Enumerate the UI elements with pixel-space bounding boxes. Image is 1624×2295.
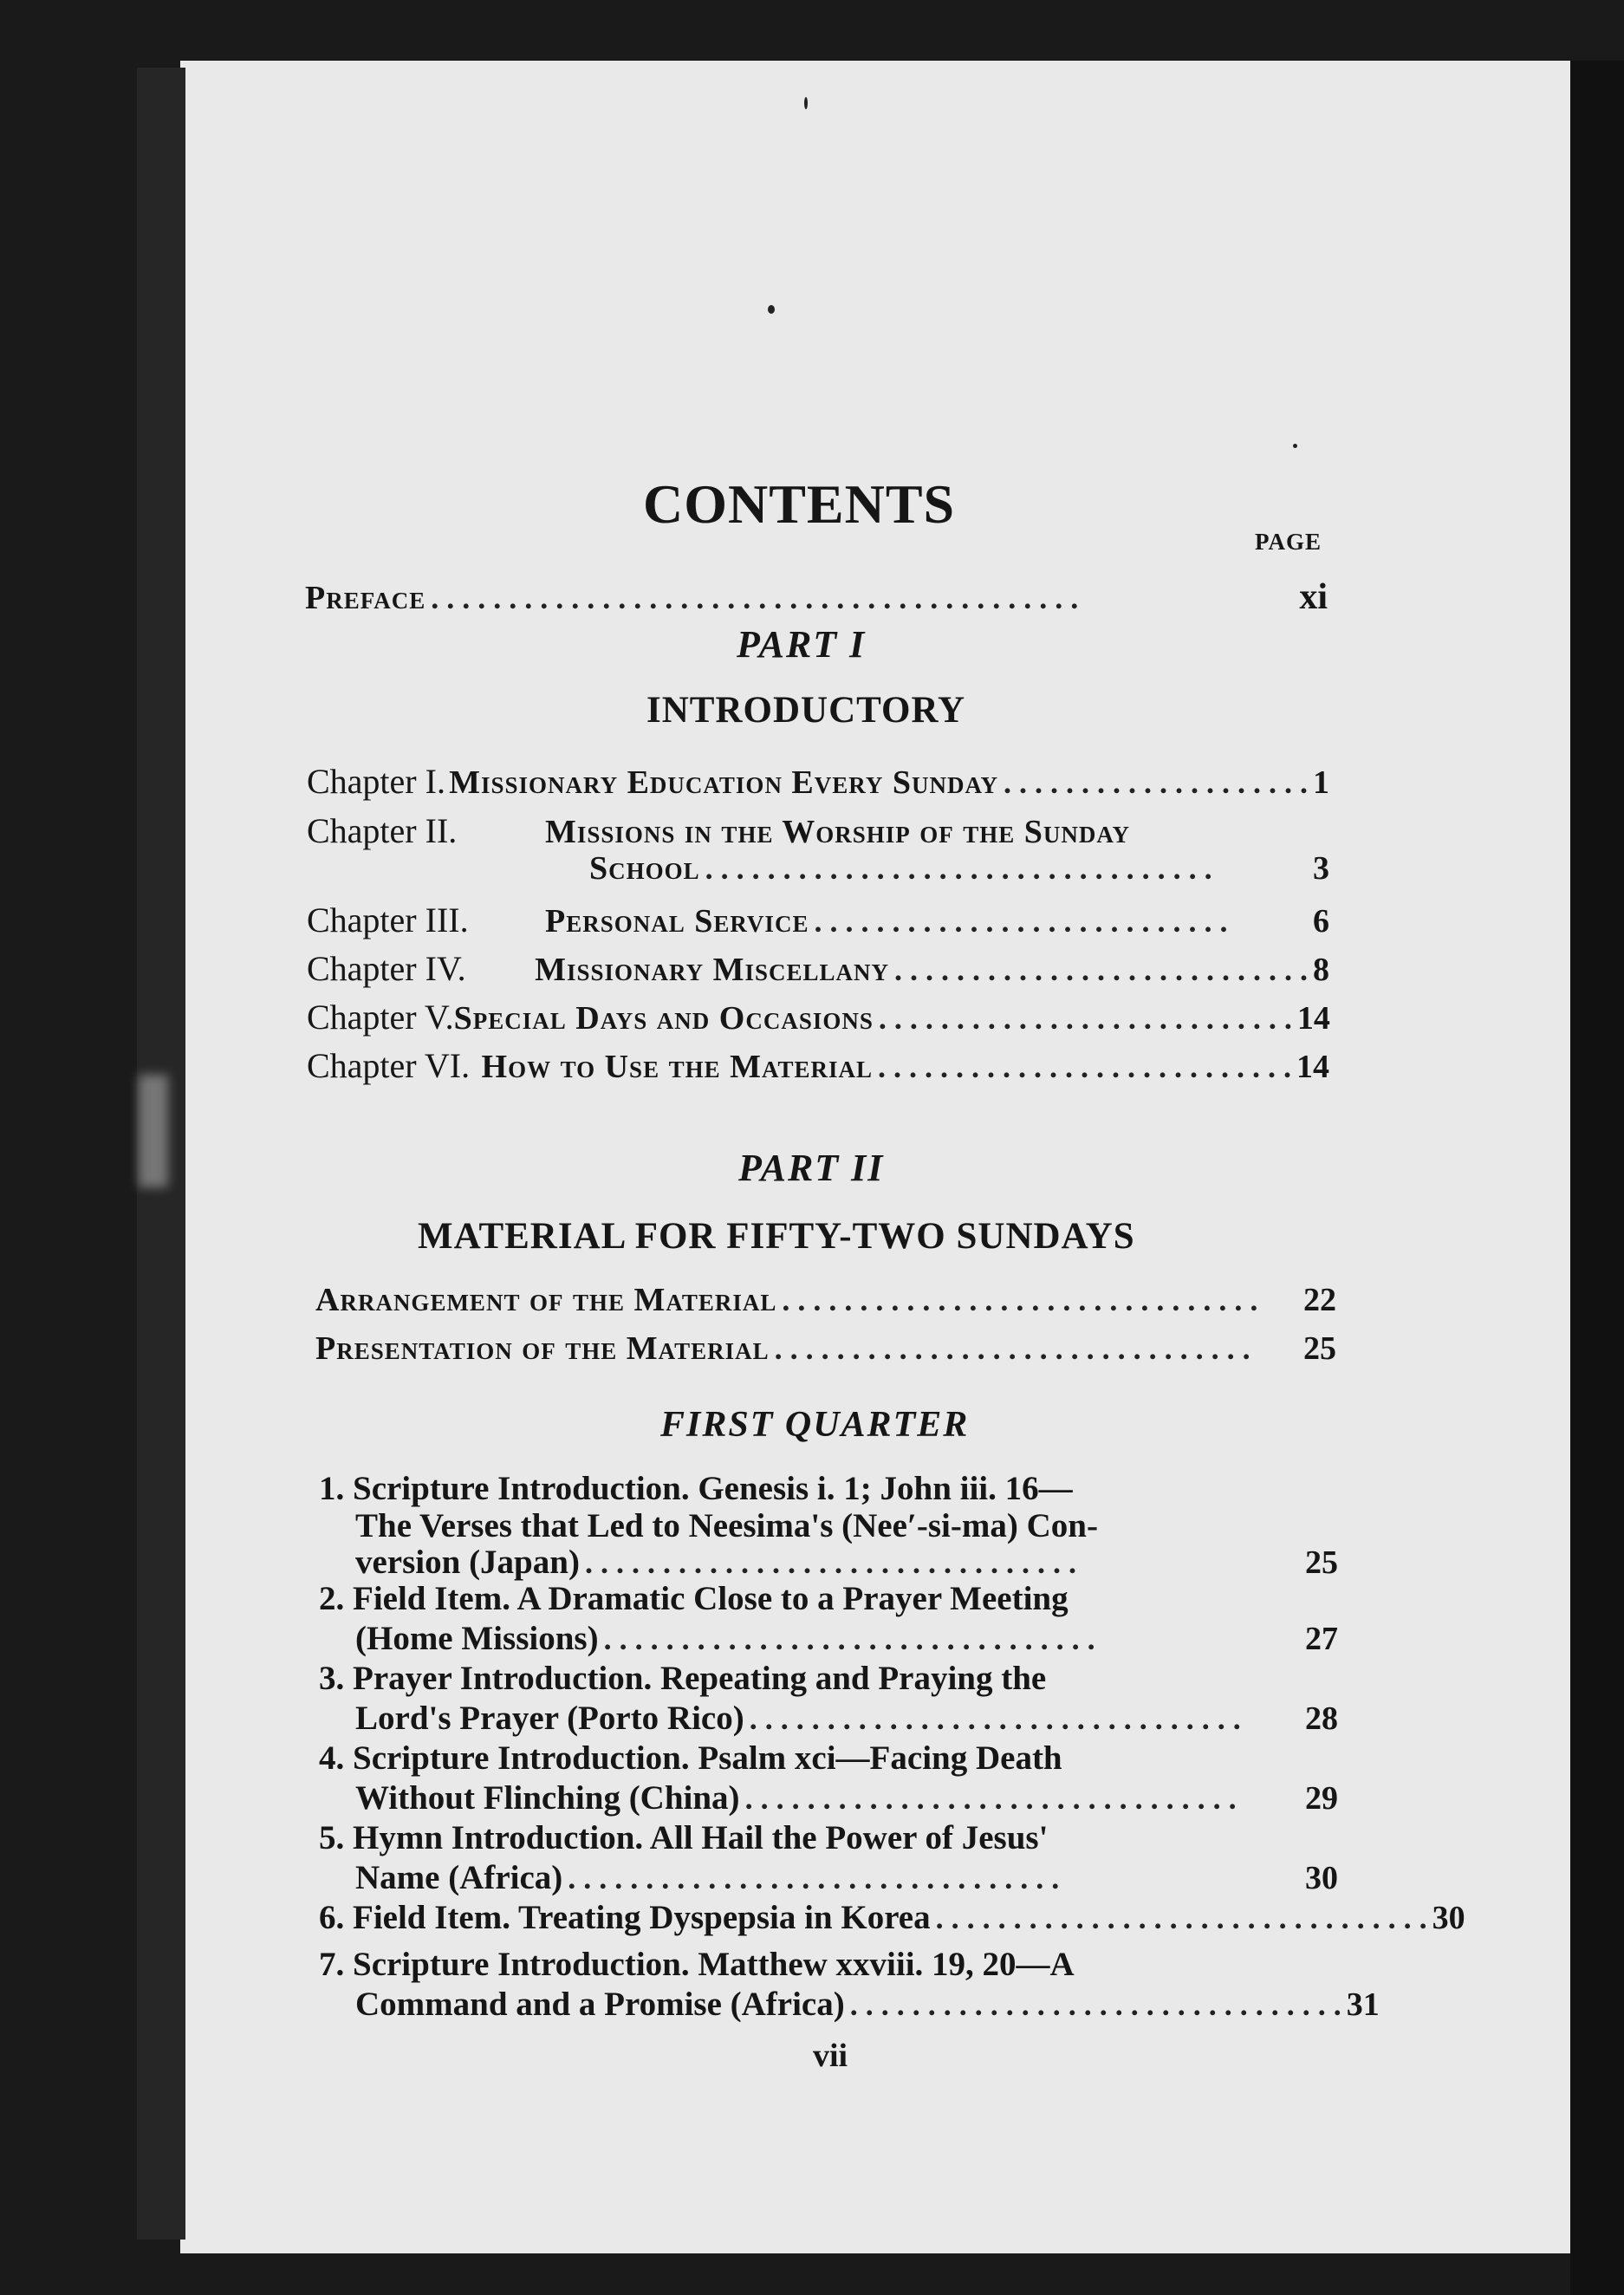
quarter-entry-line: (Home Missions) — [355, 1620, 599, 1657]
dot-leader: . . . . . . . . . . . . . . . . . . . . . . . . . . . — [814, 904, 1228, 939]
chapter-row — [307, 761, 1329, 802]
item-page: 25 — [1303, 1330, 1336, 1367]
quarter-entry-line: 6. Field Item. Treating Dyspepsia in Korea — [319, 1899, 931, 1936]
item-title: Arrangement of the Material — [315, 1282, 777, 1318]
quarter-entry-page: 30 — [1305, 1860, 1338, 1896]
quarter-entry-line: 4. Scripture Introduction. Psalm xci—Facing Death — [319, 1739, 1062, 1777]
preface-row — [305, 576, 1328, 618]
chapter-page: 14 — [1296, 1000, 1330, 1037]
part-1-label: PART I — [737, 623, 867, 666]
quarter-entry-line: Name (Africa) — [355, 1859, 563, 1896]
quarter-entry-final-line — [355, 1778, 1338, 1818]
chapter-number: Chapter IV. — [307, 949, 466, 988]
preface-label: Preface — [305, 580, 426, 616]
page-column-header: PAGE — [1255, 529, 1322, 555]
quarter-entry-line: 1. Scripture Introduction. Genesis i. 1; John iii. 16— — [319, 1470, 1073, 1507]
chapter-page: 14 — [1296, 1049, 1329, 1085]
first-quarter-label: FIRST QUARTER — [660, 1405, 970, 1445]
quarter-entry-line: Without Flinching (China) — [355, 1779, 740, 1817]
chapter-page: 1 — [1313, 764, 1329, 801]
quarter-entry-page: 31 — [1346, 1986, 1380, 2023]
chapter-title: Missionary Education Every Sunday — [449, 764, 998, 801]
dot-leader: . . . . . . . . . . . . . . . . . . . . . . . . . . . . . . . . — [603, 1622, 1095, 1656]
dot-leader: . . . . . . . . . . . . . . . . . . . . . . . . . . . . . . . . — [584, 1545, 1076, 1580]
chapter-number: Chapter V. — [307, 998, 454, 1037]
dot-leader: . . . . . . . . . . . . . . . . . . . . . . . . . . . — [878, 1001, 1292, 1036]
chapter-number: Chapter III. — [307, 900, 469, 939]
part-1-heading: INTRODUCTORY — [646, 690, 966, 731]
dot-leader: . . . . . . . . . . . . . . . . . . . . . . . . . . . . . . . . . . . . . . . . . . — [431, 581, 1079, 615]
quarter-entry-page: 29 — [1305, 1780, 1338, 1817]
quarter-entry-line: 3. Prayer Introduction. Repeating and Praying the — [319, 1660, 1047, 1697]
dot-leader: . . . . . . . . . . . . . . . . . . . . . . . . . . . . . . . . — [935, 1901, 1427, 1935]
chapter-title: Missionary Miscellany — [535, 952, 889, 988]
item-page: 22 — [1303, 1282, 1336, 1318]
part-2-item — [315, 1330, 1336, 1368]
chapter-row-continued — [589, 849, 1329, 887]
dot-leader: . . . . . . . . . . . . . . . . . . . . . . . . . . . . . . . . — [568, 1861, 1060, 1895]
dot-leader: . . . . . . . . . . . . . . . . . . . . . . . . . . . . . . . — [782, 1283, 1258, 1317]
preface-page: xi — [1299, 577, 1328, 617]
quarter-entry-line: 2. Field Item. A Dramatic Close to a Prayer Meeting — [319, 1580, 1069, 1617]
chapter-page: 8 — [1313, 952, 1329, 988]
chapter-title: Special Days and Occasions — [453, 1000, 874, 1037]
item-title: Presentation of the Material — [315, 1330, 770, 1367]
chapter-number: Chapter VI. — [307, 1046, 471, 1085]
right-edge-shadow — [1570, 61, 1624, 2295]
quarter-entry-final-line — [355, 1858, 1338, 1898]
dot-leader: . . . . . . . . . . . . . . . . . . . . — [1004, 765, 1308, 800]
dot-leader: . . . . . . . . . . . . . . . . . . . . . . . . . . . . . . . . — [744, 1781, 1237, 1816]
quarter-entry-final-line — [319, 1898, 1465, 1938]
quarter-entry-line: Command and a Promise (Africa) — [355, 1986, 845, 2023]
part-2-heading: MATERIAL FOR FIFTY-TWO SUNDAYS — [418, 1216, 1135, 1257]
page-number: vii — [813, 2038, 848, 2074]
quarter-entry-line: Lord's Prayer (Porto Rico) — [355, 1700, 744, 1737]
chapter-title: How to Use the Material — [481, 1049, 873, 1085]
quarter-entry-page: 25 — [1305, 1544, 1338, 1581]
spine-glare — [139, 1075, 168, 1187]
chapter-title: Missions in the Worship of the Sunday — [545, 814, 1130, 850]
ink-speck — [1293, 444, 1297, 448]
chapter-row — [307, 1045, 1329, 1086]
ink-speck — [804, 97, 808, 109]
dot-leader: . . . . . . . . . . . . . . . . . . . . . . . . . . . . . . . . . — [705, 851, 1212, 886]
dot-leader: . . . . . . . . . . . . . . . . . . . . . . . . . . . . . . . — [774, 1331, 1250, 1366]
chapter-title-continued: School — [589, 850, 700, 887]
quarter-entry-line: version (Japan) — [355, 1544, 580, 1581]
quarter-entry-final-line — [355, 1619, 1338, 1659]
quarter-entry-page: 27 — [1305, 1621, 1338, 1657]
chapter-number: Chapter II. — [307, 811, 458, 850]
quarter-entry-final-line — [355, 1699, 1338, 1739]
quarter-entry-final-line — [355, 1543, 1338, 1583]
chapter-row — [307, 948, 1329, 989]
dot-leader: . . . . . . . . . . . . . . . . . . . . . . . . . . . . . . . . — [749, 1701, 1241, 1736]
chapter-number: Chapter I. — [307, 762, 445, 801]
dot-leader: . . . . . . . . . . . . . . . . . . . . . . . . . . . . . . . . — [849, 1987, 1341, 2022]
ink-speck — [768, 305, 775, 314]
chapter-row — [307, 997, 1329, 1037]
quarter-entry-line: 7. Scripture Introduction. Matthew xxviii. 19, 20—A — [319, 1946, 1075, 1983]
part-2-label: PART II — [738, 1147, 885, 1189]
quarter-entry-page: 28 — [1305, 1700, 1338, 1737]
chapter-title: Personal Service — [545, 903, 809, 939]
page-title: CONTENTS — [643, 473, 956, 535]
dot-leader: . . . . . . . . . . . . . . . . . . . . . . . . . . . — [878, 1050, 1291, 1084]
chapter-row — [307, 900, 1329, 940]
dot-leader: . . . . . . . . . . . . . . . . . . . . . . . . . . . — [894, 952, 1308, 987]
chapter-row — [307, 810, 1329, 851]
quarter-entry-line: The Verses that Led to Neesima's (Nee′-si-ma) Con- — [355, 1507, 1098, 1544]
part-2-item — [315, 1281, 1336, 1319]
chapter-page: 3 — [1313, 850, 1329, 887]
quarter-entry-line: 5. Hymn Introduction. All Hail the Power of Jesus' — [319, 1819, 1049, 1856]
quarter-entry-page: 30 — [1432, 1900, 1465, 1936]
quarter-entry-final-line — [355, 1985, 1380, 2025]
chapter-page: 6 — [1313, 903, 1329, 939]
